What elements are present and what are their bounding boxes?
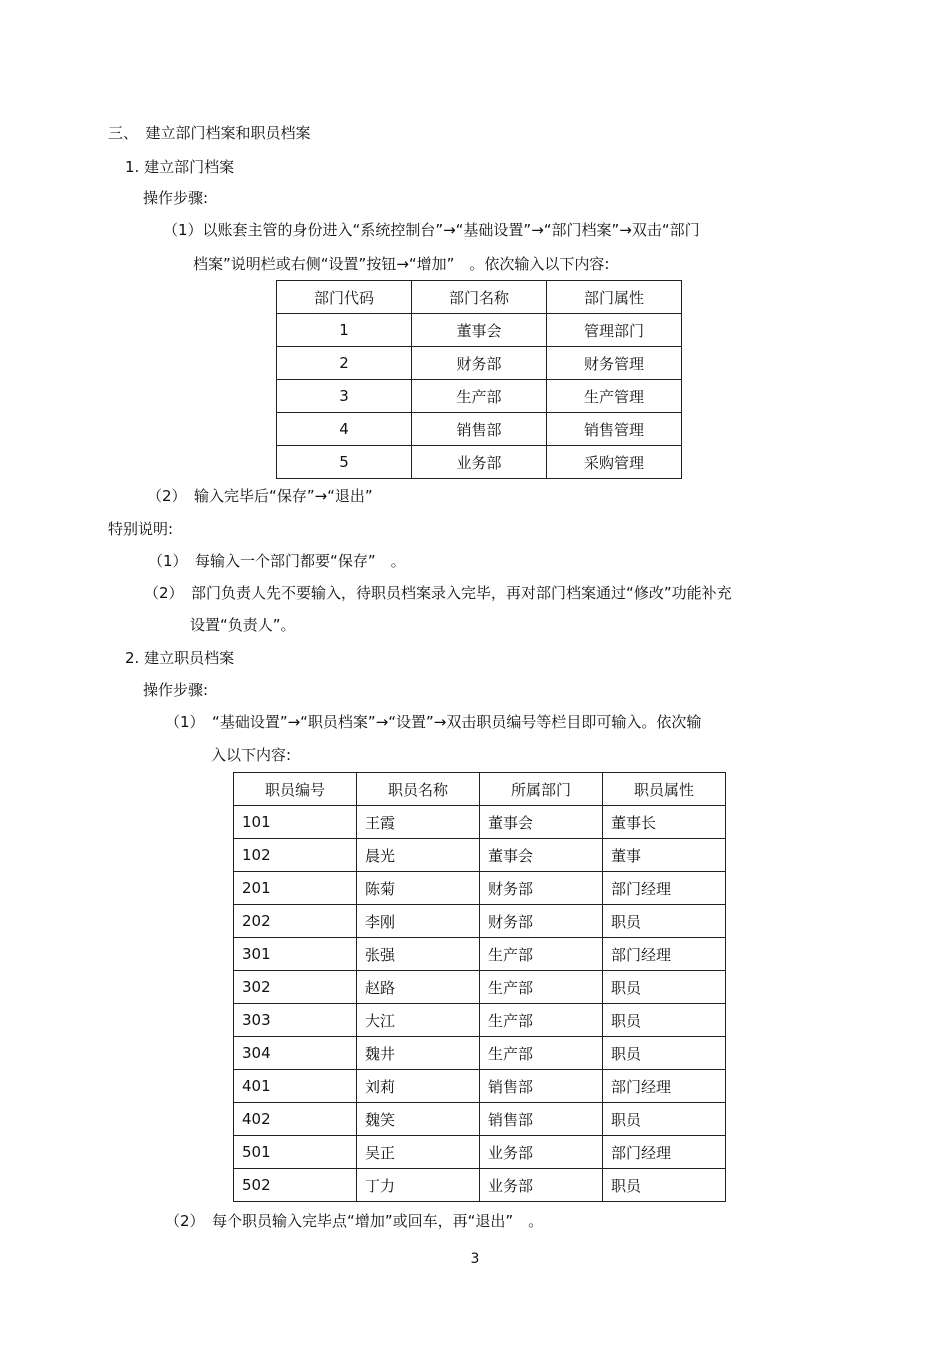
- emp-heading: 2. 建立职员档案: [125, 649, 235, 667]
- note-2-line1: （2） 部门负责人先不要输入，待职员档案录入完毕，再对部门档案通过“修改”功能补充: [144, 584, 732, 602]
- emp-table-cell: 赵路: [357, 971, 480, 1004]
- emp-table-cell: 303: [234, 1004, 357, 1037]
- emp-table-row: [234, 839, 726, 872]
- emp-table-row: [234, 1037, 726, 1070]
- note-1: （1） 每输入一个部门都要“保存” 。: [148, 552, 406, 570]
- emp-table-cell: 501: [234, 1136, 357, 1169]
- emp-table-row: [234, 806, 726, 839]
- dept-table-header-cell: 部门名称: [412, 281, 547, 314]
- dept-table-cell: 董事会: [412, 314, 547, 347]
- emp-table-cell: 李刚: [357, 905, 480, 938]
- emp-table-row: [234, 938, 726, 971]
- dept-table-header-row: [277, 281, 682, 314]
- emp-table-row: [234, 905, 726, 938]
- emp-table-cell: 职员: [603, 971, 726, 1004]
- emp-table-cell: 部门经理: [603, 938, 726, 971]
- emp-step2: （2） 每个职员输入完毕点“增加”或回车，再“退出” 。: [165, 1212, 544, 1230]
- emp-table-row: [234, 1169, 726, 1202]
- dept-table-cell: 3: [277, 380, 412, 413]
- emp-step1-line2: 入以下内容:: [211, 746, 292, 764]
- emp-table-cell: 董事长: [603, 806, 726, 839]
- emp-table-cell: 302: [234, 971, 357, 1004]
- emp-table-cell: 董事: [603, 839, 726, 872]
- dept-heading: 1. 建立部门档案: [125, 158, 235, 176]
- dept-table-cell: 销售管理: [547, 413, 682, 446]
- emp-steps-label: 操作步骤:: [143, 681, 209, 699]
- emp-table-cell: 402: [234, 1103, 357, 1136]
- emp-table-cell: 陈菊: [357, 872, 480, 905]
- dept-table-cell: 财务管理: [547, 347, 682, 380]
- notes-title: 特别说明:: [108, 520, 174, 538]
- dept-table-row: [277, 347, 682, 380]
- dept-table-cell: 销售部: [412, 413, 547, 446]
- emp-table-cell: 财务部: [480, 905, 603, 938]
- dept-table-row: [277, 380, 682, 413]
- emp-table-cell: 304: [234, 1037, 357, 1070]
- emp-table-cell: 生产部: [480, 1004, 603, 1037]
- emp-table-row: [234, 1004, 726, 1037]
- emp-table-header-cell: 职员属性: [603, 773, 726, 806]
- emp-table-cell: 职员: [603, 1169, 726, 1202]
- page-number: 3: [470, 1251, 480, 1267]
- emp-table-row: [234, 1070, 726, 1103]
- emp-table-cell: 部门经理: [603, 872, 726, 905]
- note-2-line2: 设置“负责人”。: [190, 616, 296, 634]
- dept-table-cell: 财务部: [412, 347, 547, 380]
- emp-table-cell: 魏笑: [357, 1103, 480, 1136]
- emp-table-cell: 102: [234, 839, 357, 872]
- emp-table-cell: 301: [234, 938, 357, 971]
- emp-table-cell: 销售部: [480, 1070, 603, 1103]
- dept-table-row: [277, 446, 682, 479]
- emp-table-row: [234, 872, 726, 905]
- emp-table-cell: 张强: [357, 938, 480, 971]
- dept-table-cell: 生产部: [412, 380, 547, 413]
- emp-table-header-row: [234, 773, 726, 806]
- emp-table-cell: 201: [234, 872, 357, 905]
- emp-table-cell: 职员: [603, 1037, 726, 1070]
- dept-table-header-cell: 部门代码: [277, 281, 412, 314]
- section-title: 三、 建立部门档案和职员档案: [108, 124, 311, 142]
- emp-table-cell: 董事会: [480, 839, 603, 872]
- emp-table-header-cell: 职员编号: [234, 773, 357, 806]
- emp-table-cell: 生产部: [480, 1037, 603, 1070]
- dept-steps-label: 操作步骤:: [143, 189, 209, 207]
- dept-table-cell: 业务部: [412, 446, 547, 479]
- emp-table-cell: 401: [234, 1070, 357, 1103]
- emp-table-header-cell: 职员名称: [357, 773, 480, 806]
- emp-table-cell: 职员: [603, 1004, 726, 1037]
- dept-step1-line2: 档案”说明栏或右侧“设置”按钮→“增加” 。依次输入以下内容:: [193, 255, 610, 273]
- dept-step1-line1: （1）以账套主管的身份进入“系统控制台”→“基础设置”→“部门档案”→双击“部门: [163, 221, 700, 239]
- emp-table-cell: 刘莉: [357, 1070, 480, 1103]
- emp-table-cell: 董事会: [480, 806, 603, 839]
- emp-table-cell: 销售部: [480, 1103, 603, 1136]
- dept-table-cell: 4: [277, 413, 412, 446]
- emp-table-cell: 魏井: [357, 1037, 480, 1070]
- dept-table-cell: 采购管理: [547, 446, 682, 479]
- dept-table-header-cell: 部门属性: [547, 281, 682, 314]
- emp-table-cell: 丁力: [357, 1169, 480, 1202]
- emp-table-cell: 101: [234, 806, 357, 839]
- dept-table-row: [277, 413, 682, 446]
- emp-table-cell: 职员: [603, 1103, 726, 1136]
- dept-table-cell: 2: [277, 347, 412, 380]
- emp-table-cell: 王霞: [357, 806, 480, 839]
- emp-table: [233, 772, 726, 1202]
- dept-table-cell: 5: [277, 446, 412, 479]
- emp-table-cell: 202: [234, 905, 357, 938]
- dept-table-row: [277, 314, 682, 347]
- emp-table-cell: 业务部: [480, 1169, 603, 1202]
- emp-table-cell: 业务部: [480, 1136, 603, 1169]
- emp-table-cell: 502: [234, 1169, 357, 1202]
- emp-table-cell: 生产部: [480, 938, 603, 971]
- emp-table-row: [234, 1103, 726, 1136]
- emp-table-cell: 晨光: [357, 839, 480, 872]
- emp-table-cell: 部门经理: [603, 1070, 726, 1103]
- dept-step2: （2） 输入完毕后“保存”→“退出”: [147, 487, 373, 505]
- emp-table-cell: 大江: [357, 1004, 480, 1037]
- emp-table-row: [234, 1136, 726, 1169]
- emp-table-cell: 职员: [603, 905, 726, 938]
- dept-table-cell: 生产管理: [547, 380, 682, 413]
- emp-table-row: [234, 971, 726, 1004]
- emp-step1-line1: （1） “基础设置”→“职员档案”→“设置”→双击职员编号等栏目即可输入。依次输: [165, 713, 702, 731]
- emp-table-cell: 部门经理: [603, 1136, 726, 1169]
- dept-table: [276, 280, 682, 479]
- emp-table-cell: 吴正: [357, 1136, 480, 1169]
- emp-table-cell: 财务部: [480, 872, 603, 905]
- emp-table-header-cell: 所属部门: [480, 773, 603, 806]
- dept-table-cell: 管理部门: [547, 314, 682, 347]
- dept-table-cell: 1: [277, 314, 412, 347]
- emp-table-cell: 生产部: [480, 971, 603, 1004]
